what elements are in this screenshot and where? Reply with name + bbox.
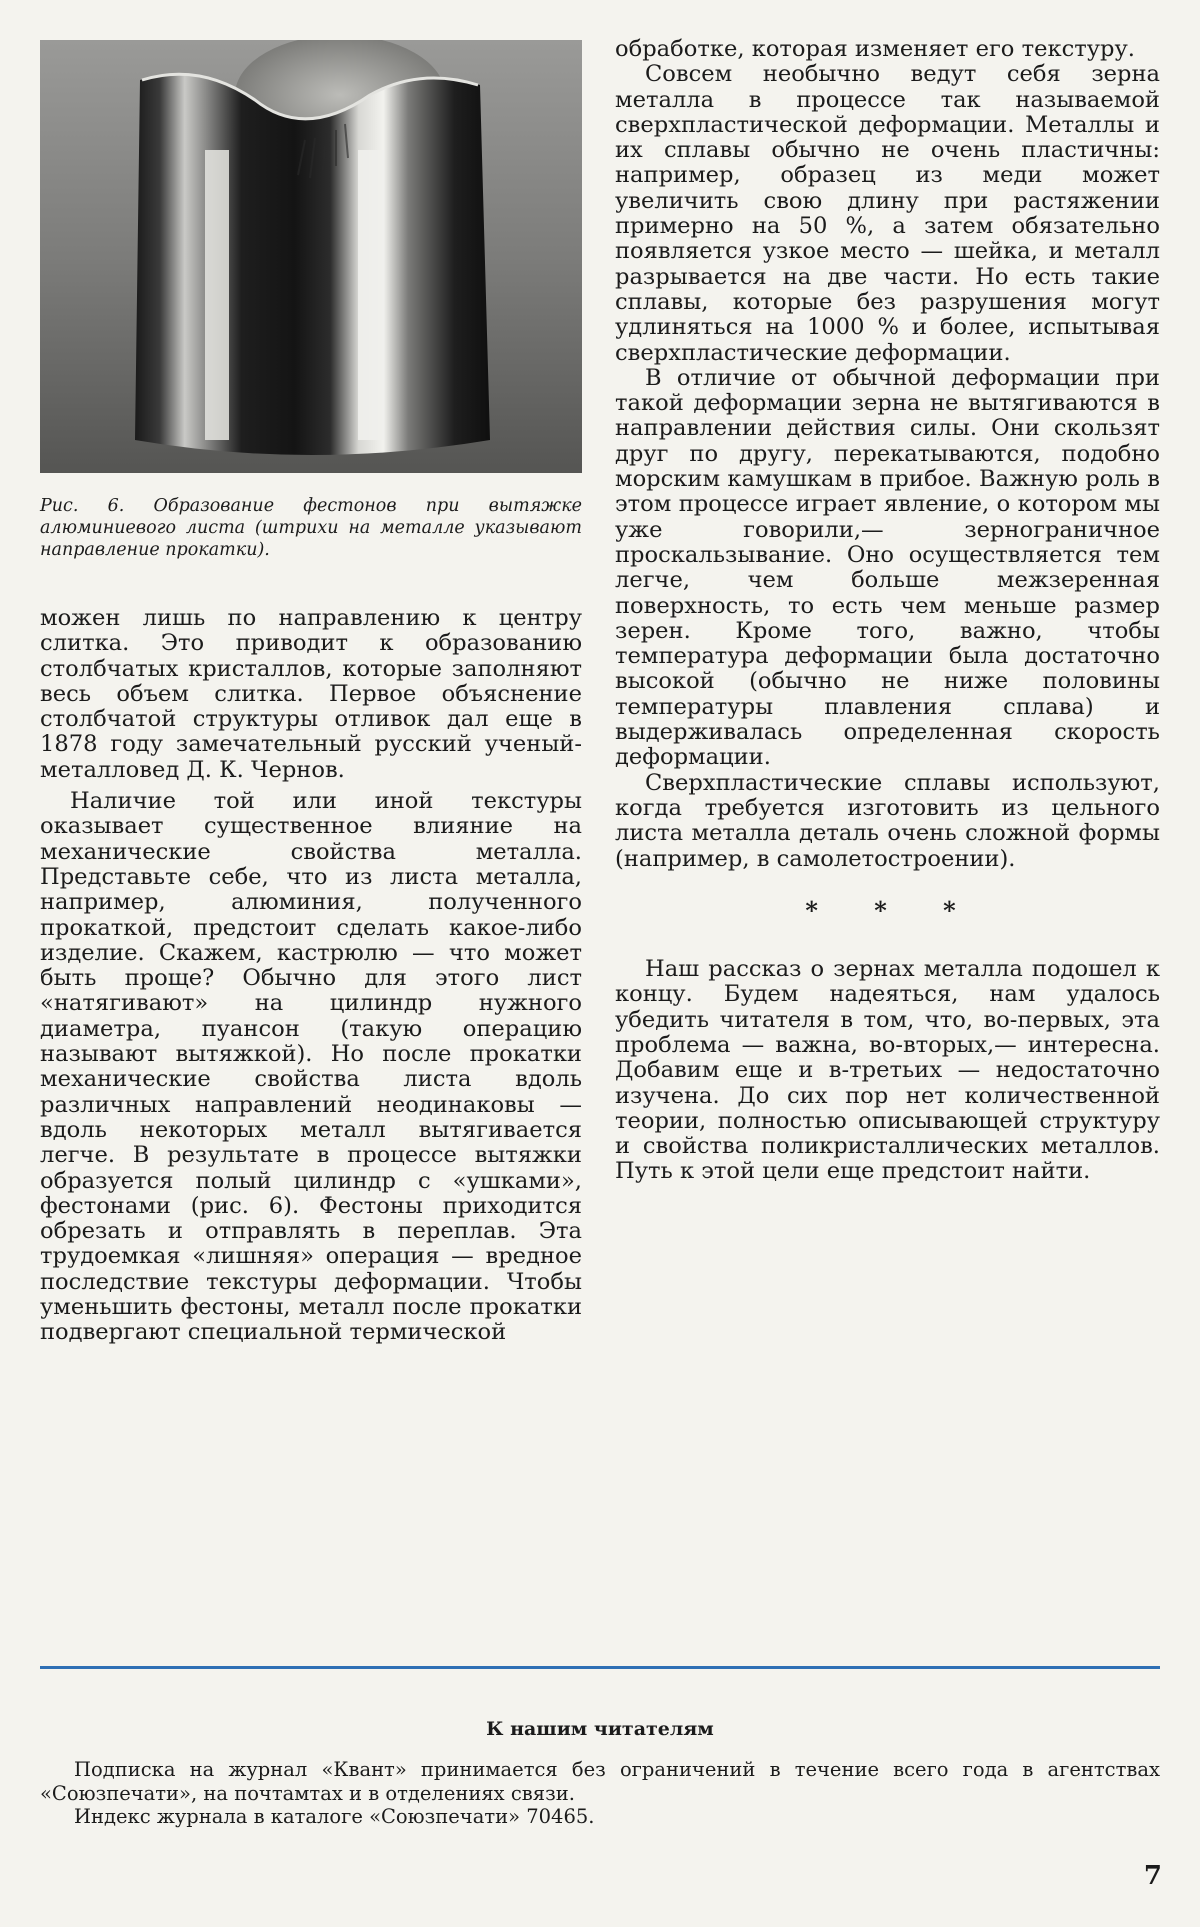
closing-paragraph: Наш рассказ о зернах металла подошел к концу. Будем надеяться, нам удалось убедить читателя в том, что, во-первых, эта проблема — важна, во-вторых,— интересна. Добавим еще и в-третьих — недостаточно изучена. До сих пор нет количественной теории, полностью описывающей структуру и свойства поликристаллических металлов. Путь к этой цели еще предстоит найти. xyxy=(615,956,1160,1185)
paragraph: Сверхпластические сплавы используют, когда требуется изготовить из цельного листа металла деталь очень сложной формы (например, в самолетостроении). xyxy=(615,769,1160,872)
figure-photo xyxy=(40,40,582,473)
divider-rule xyxy=(40,1666,1160,1669)
page-number: 7 xyxy=(1143,1861,1162,1891)
section-separator: * * * xyxy=(805,895,980,925)
notice-body xyxy=(40,1758,1160,1829)
left-column xyxy=(40,606,582,1346)
paragraph: обработке, которая изменяет его текстуру. xyxy=(615,36,1135,62)
paragraph: Наличие той или иной текстуры оказывает существенное влияние на механические свойства металла. Представьте себе, что из листа металла, например, алюминия, полученного прокаткой, предстоит сделать какое-либо изделие. Скажем, кастрюлю — что может быть проще? Обычно для этого лист «натягивают» на цилиндр нужного диаметра, пуансон (такую операцию называют вытяжкой). Но после прокатки механические свойства листа вдоль различных направлений неодинаковы — вдоль некоторых металл вытягивается легче. В результате в процессе вытяжки образуется полый цилиндр с «ушками», фестонами (рис. 6). Фестоны приходится обрезать и отправлять в переплав. Эта трудоемкая «лишняя» операция — вредное последствие текстуры деформации. Чтобы уменьшить фестоны, металл после прокатки подвергают специальной термической xyxy=(40,788,582,1346)
notice-title: К нашим читателям xyxy=(486,1718,714,1740)
paragraph: В отличие от обычной деформации при такой деформации зерна не вытягиваются в направлении действия силы. Они скользят друг по другу, перекатываются, подобно морским камушкам в прибое. Важную роль в этом процессе играет явление, о котором мы уже говорили,— зернограничное проскальзывание. Оно осуществляется тем легче, чем больше межзеренная поверхность, то есть чем меньше размер зерен. Кроме того, важно, чтобы температура деформации была достаточно высокой (обычно не ниже половины температуры плавления сплава) и выдерживалась определенная скорость деформации. xyxy=(615,364,1160,771)
right-column xyxy=(615,37,1160,1185)
paragraph: Совсем необычно ведут себя зерна металла в процессе так называемой сверхпластической деформации. Металлы и их сплавы обычно не очень пластичны: например, образец из меди может увеличить свою длину при растяжении примерно на 50 %, а затем обязательно появляется узкое место — шейка, и металл разрывается на две части. Но есть такие сплавы, которые без разрушения могут удлиняться на 1000 % и более, испытывая сверхпластические деформации. xyxy=(615,61,1160,366)
notice-line: Индекс журнала в каталоге «Союзпечати» 70465. xyxy=(74,1805,595,1828)
figure-caption: Рис. 6. Образование фестонов при вытяжке алюминиевого листа (штрихи на металле указывают направление прокатки). xyxy=(40,496,582,560)
notice-line: Подписка на журнал «Квант» принимается без ограничений в течение всего года в агентствах «Союзпечати», на почтамтах и в отделениях связи. xyxy=(40,1758,1160,1805)
paragraph: можен лишь по направлению к центру слитка. Это приводит к образованию столбчатых кристаллов, которые заполняют весь объем слитка. Первое объяснение столбчатой структуры отливок дал еще в 1878 году замечательный русский ученый-металловед Д. К. Чернов. xyxy=(40,605,582,783)
drawn-cup-photo xyxy=(40,40,582,473)
